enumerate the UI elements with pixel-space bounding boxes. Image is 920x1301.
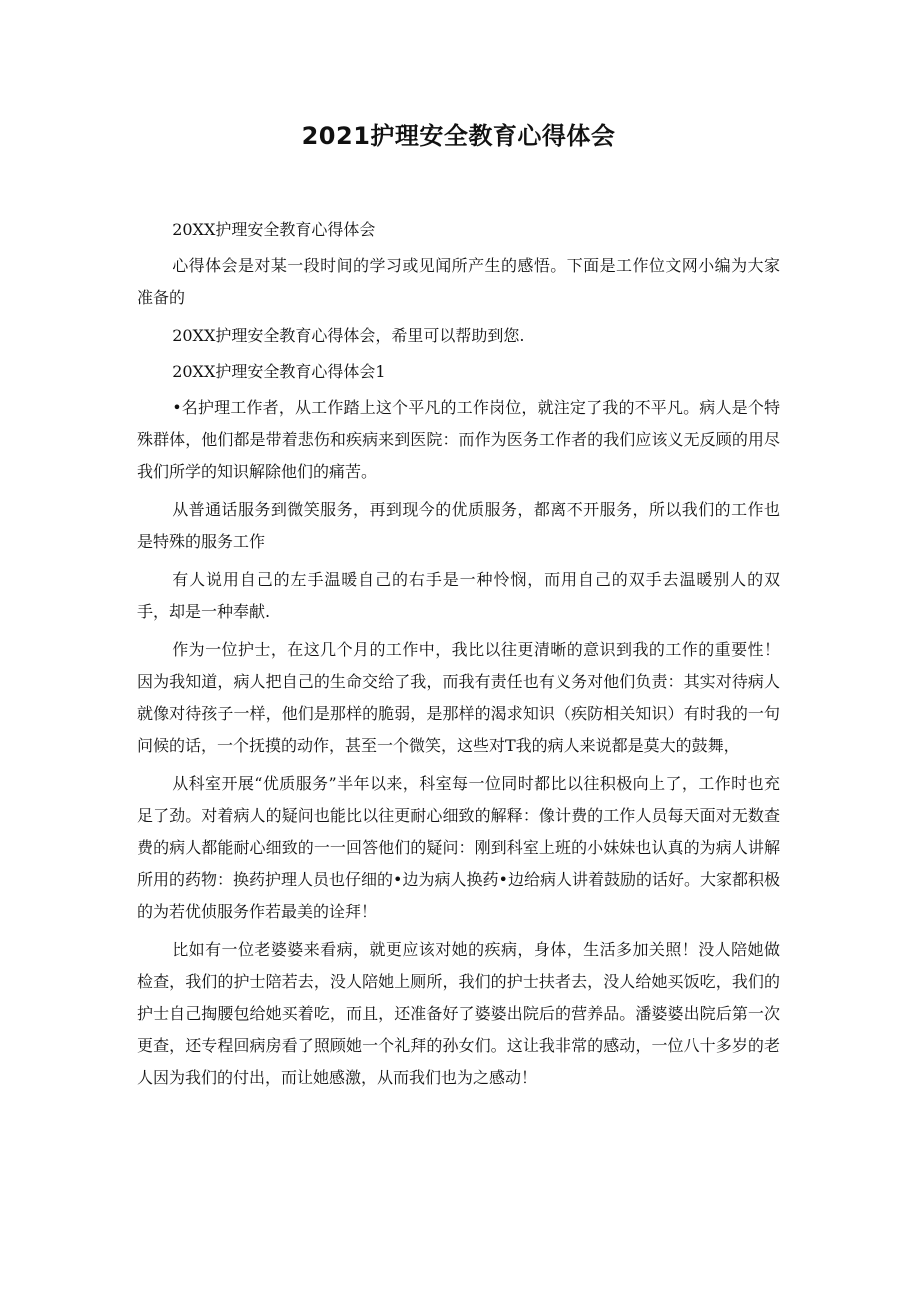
body-paragraph: 从科室开展“优质服务”半年以来，科室每一位同时都比以往积极向上了，工作时也充足了劲。对着病人的疑问也能比以往更耐心细致的解释：像计费的工作人员每天面对无数查费的病人都能耐心细致的一一回答他们的疑问：刚到科室上班的小妹妹也认真的为病人讲解所用的药物：换药护理人员也仔细的•边为病人换药•边给病人讲着鼓励的话好。大家都积极的为若优侦服务作若最美的诠拜！ — [137, 774, 780, 921]
body-paragraph: •名护理工作者，从工作踏上这个平凡的工作岗位，就注定了我的不平凡。病人是个特殊群体，他们都是带着悲伤和疾病来到医院：而作为医务工作者的我们应该义无反顾的用尽我们所学的知识解除他们的痛苦。 — [137, 398, 780, 481]
document-title: 2021护理安全教育心得体会 — [301, 122, 616, 150]
document-body — [137, 214, 780, 1094]
body-paragraph: 心得体会是对某一段时间的学习或见闻所产生的感悟。下面是工作位文网小编为大家准备的 — [137, 256, 780, 307]
body-paragraph: 20XX护理安全教育心得体会，希里可以帮助到您. — [172, 326, 525, 345]
body-paragraph: 有人说用自己的左手温暖自己的右手是一种怜悯，而用自己的双手去温暖别人的双手，却是一种奉献. — [137, 570, 780, 621]
body-paragraph: 20XX护理安全教育心得体会 — [172, 220, 376, 239]
body-paragraph: 作为一位护士，在这几个月的工作中，我比以往更清晰的意识到我的工作的重要性！因为我知道，病人把自己的生命交给了我，而我有责任也有义务对他们负责：其实对待病人就像对待孩子一样，他们是那样的脆弱，是那样的渴求知识（疾防相关知识）有时我的一句问候的话，一个抚摸的动作，甚至一个微笑，这些对T我的病人来说都是莫大的鼓舞， — [137, 640, 780, 755]
body-paragraph: 从普通话服务到微笑服务，再到现今的优质服务，都离不开服务，所以我们的工作也是特殊的服务工作 — [137, 500, 780, 551]
body-paragraph: 20XX护理安全教育心得体会1 — [172, 362, 386, 381]
body-paragraph: 比如有一位老婆婆来看病，就更应该对她的疾病，身体，生活多加关照！没人陪她做检查，我们的护士陪若去，没人陪她上厕所，我们的护士扶者去，没人给她买饭吃，我们的护士自己掏腰包给她买着吃，而且，还准备好了婆婆出院后的营养品。潘婆婆出院后第一次更查，还专程回病房看了照顾她一个礼拜的孙女们。这让我非常的感动，一位八十多岁的老人因为我们的付出，而让她感激，从而我们也为之感动！ — [137, 940, 780, 1087]
